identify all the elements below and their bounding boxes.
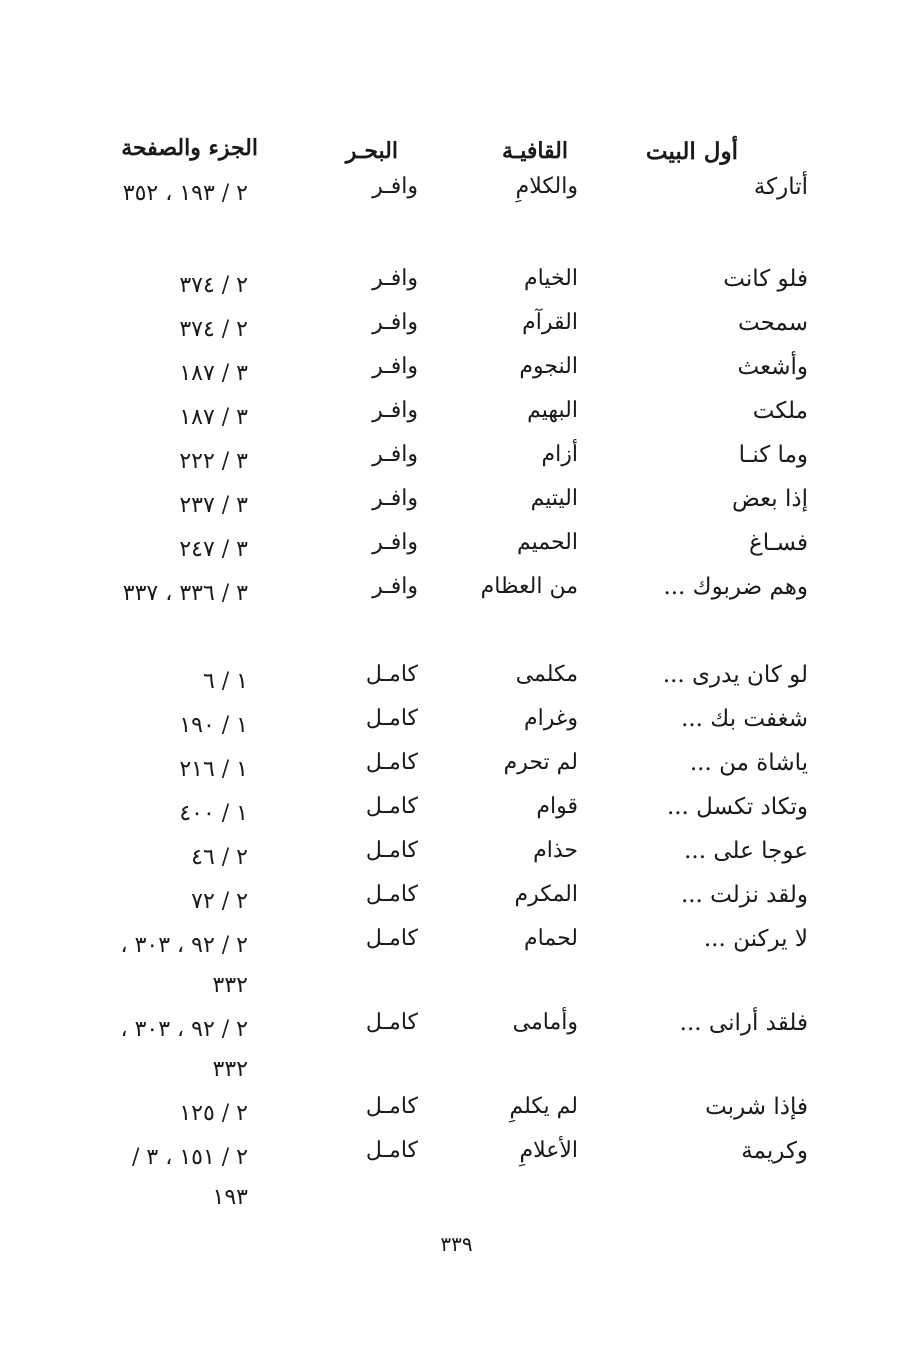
table-row xyxy=(78,530,818,574)
volume-page-ref: ٣ / ٢٤٧ xyxy=(179,537,248,562)
verse-start: شغفت بك ... xyxy=(681,706,808,732)
table-row xyxy=(78,838,818,882)
table-row xyxy=(78,1010,818,1094)
rhyme: الخيام xyxy=(524,266,578,291)
verse-start: سمحت xyxy=(738,310,808,336)
table-row xyxy=(78,794,818,838)
meter: كامـل xyxy=(365,662,418,687)
rhyme: والكلامِ xyxy=(515,174,578,199)
volume-page-ref: ٣ / ٣٣٦ ، ٣٣٧ xyxy=(122,581,248,606)
verse-start: أتاركة xyxy=(753,174,808,200)
table-row xyxy=(78,662,818,706)
rhyme: الأعلامِ xyxy=(519,1138,578,1163)
table-row xyxy=(78,1094,818,1138)
volume-page-ref: ٢ / ٩٢ ، ٣٠٣ ، ٣٣٢ xyxy=(120,1017,248,1082)
table-row xyxy=(78,882,818,926)
meter: وافـر xyxy=(372,398,418,423)
volume-page-ref: ٣ / ١٨٧ xyxy=(179,405,248,430)
rhyme: النجوم xyxy=(519,354,578,379)
volume-page-ref: ١ / ٤٠٠ xyxy=(179,801,248,826)
volume-page-ref: ٢ / ١٩٣ ، ٣٥٢ xyxy=(122,181,248,206)
verse-start: وتكاد تكسل ... xyxy=(666,794,808,820)
verse-start: ولقد نزلت ... xyxy=(680,882,808,908)
meter: وافـر xyxy=(372,354,418,379)
rhyme: من العظام xyxy=(480,574,578,599)
table-row xyxy=(78,486,818,530)
table-row xyxy=(78,926,818,1010)
volume-page-ref: ٢ / ٣٧٤ xyxy=(179,317,248,342)
header-rhyme: القافيـة xyxy=(501,138,568,164)
meter: وافـر xyxy=(372,530,418,555)
verse-start: لو كان يدرى ... xyxy=(662,662,808,688)
rhyme: الحميم xyxy=(516,530,578,555)
verse-start: فسـاغ xyxy=(749,530,808,556)
table-row xyxy=(78,354,818,398)
rhyme: المكرم xyxy=(514,882,578,907)
table-row xyxy=(78,706,818,750)
verse-start: ياشاة من ... xyxy=(689,750,808,776)
meter: كامـل xyxy=(365,926,418,951)
rhyme: لم تحرم xyxy=(503,750,578,775)
rhyme: مكلمى xyxy=(515,662,578,687)
rhyme: البهيم xyxy=(527,398,578,423)
rhyme: لحمام xyxy=(524,926,578,951)
volume-page-ref: ٢ / ٩٢ ، ٣٠٣ ، ٣٣٢ xyxy=(120,933,248,998)
meter: كامـل xyxy=(365,838,418,863)
rhyme: اليتيم xyxy=(530,486,578,511)
verse-start: عوجا على ... xyxy=(684,838,808,864)
rhyme: وغرام xyxy=(523,706,578,731)
volume-page-ref: ٢ / ١٥١ ، ٣ / ١٩٣ xyxy=(131,1145,248,1210)
verse-start: ملكت xyxy=(752,398,808,424)
meter: كامـل xyxy=(365,882,418,907)
table-header xyxy=(78,135,818,174)
verse-start: لا يركنن ... xyxy=(703,926,808,952)
meter: كامـل xyxy=(365,1010,418,1035)
header-verse-start: أول البيت xyxy=(645,138,738,165)
verse-start: وهم ضربوك ... xyxy=(663,574,808,600)
verse-start: وما كنـا xyxy=(738,442,808,468)
meter: كامـل xyxy=(365,706,418,731)
volume-page-ref: ١ / ٦ xyxy=(202,669,248,694)
volume-page-ref: ٣ / ٢٢٢ xyxy=(179,449,248,474)
meter: وافـر xyxy=(372,574,418,599)
rhyme: حذام xyxy=(533,838,578,863)
verse-start: فلقد أرانى ... xyxy=(679,1010,808,1036)
meter: وافـر xyxy=(372,310,418,335)
page-number: ٣٣٩ xyxy=(440,1232,473,1256)
table-row xyxy=(78,442,818,486)
verse-start: فلو كانت xyxy=(723,266,808,292)
verse-index-table xyxy=(78,135,818,1226)
header-meter: البحـر xyxy=(345,138,398,164)
verse-start: وكريمة xyxy=(741,1138,808,1164)
verse-start: فإذا شربت xyxy=(705,1094,808,1120)
meter: كامـل xyxy=(365,794,418,819)
meter: كامـل xyxy=(365,750,418,775)
volume-page-ref: ٢ / ٤٦ xyxy=(191,845,248,870)
rhyme: أزام xyxy=(541,442,578,467)
meter: وافـر xyxy=(372,266,418,291)
rhyme: لم يكلمِ xyxy=(509,1094,578,1119)
meter: وافـر xyxy=(372,486,418,511)
volume-page-ref: ٣ / ١٨٧ xyxy=(179,361,248,386)
volume-page-ref: ٢ / ٧٢ xyxy=(191,889,248,914)
table-row xyxy=(78,310,818,354)
rhyme: قوام xyxy=(536,794,578,819)
meter: وافـر xyxy=(372,442,418,467)
meter: كامـل xyxy=(365,1138,418,1163)
meter: كامـل xyxy=(365,1094,418,1119)
volume-page-ref: ١ / ٢١٦ xyxy=(179,757,248,782)
volume-page-ref: ٢ / ١٢٥ xyxy=(179,1101,248,1126)
meter: وافـر xyxy=(372,174,418,199)
volume-page-ref: ١ / ١٩٠ xyxy=(179,713,248,738)
table-row xyxy=(78,574,818,662)
rhyme: وأمامى xyxy=(512,1010,578,1035)
verse-start: وأشعث xyxy=(737,354,808,380)
header-volume-page: الجزء والصفحة xyxy=(121,135,258,161)
table-row xyxy=(78,174,818,266)
verse-start: إذا بعض xyxy=(731,486,808,512)
rhyme: القرآم xyxy=(522,310,578,335)
table-row xyxy=(78,750,818,794)
volume-page-ref: ٢ / ٣٧٤ xyxy=(179,273,248,298)
table-row xyxy=(78,398,818,442)
table-row xyxy=(78,1138,818,1226)
volume-page-ref: ٣ / ٢٣٧ xyxy=(179,493,248,518)
table-row xyxy=(78,266,818,310)
